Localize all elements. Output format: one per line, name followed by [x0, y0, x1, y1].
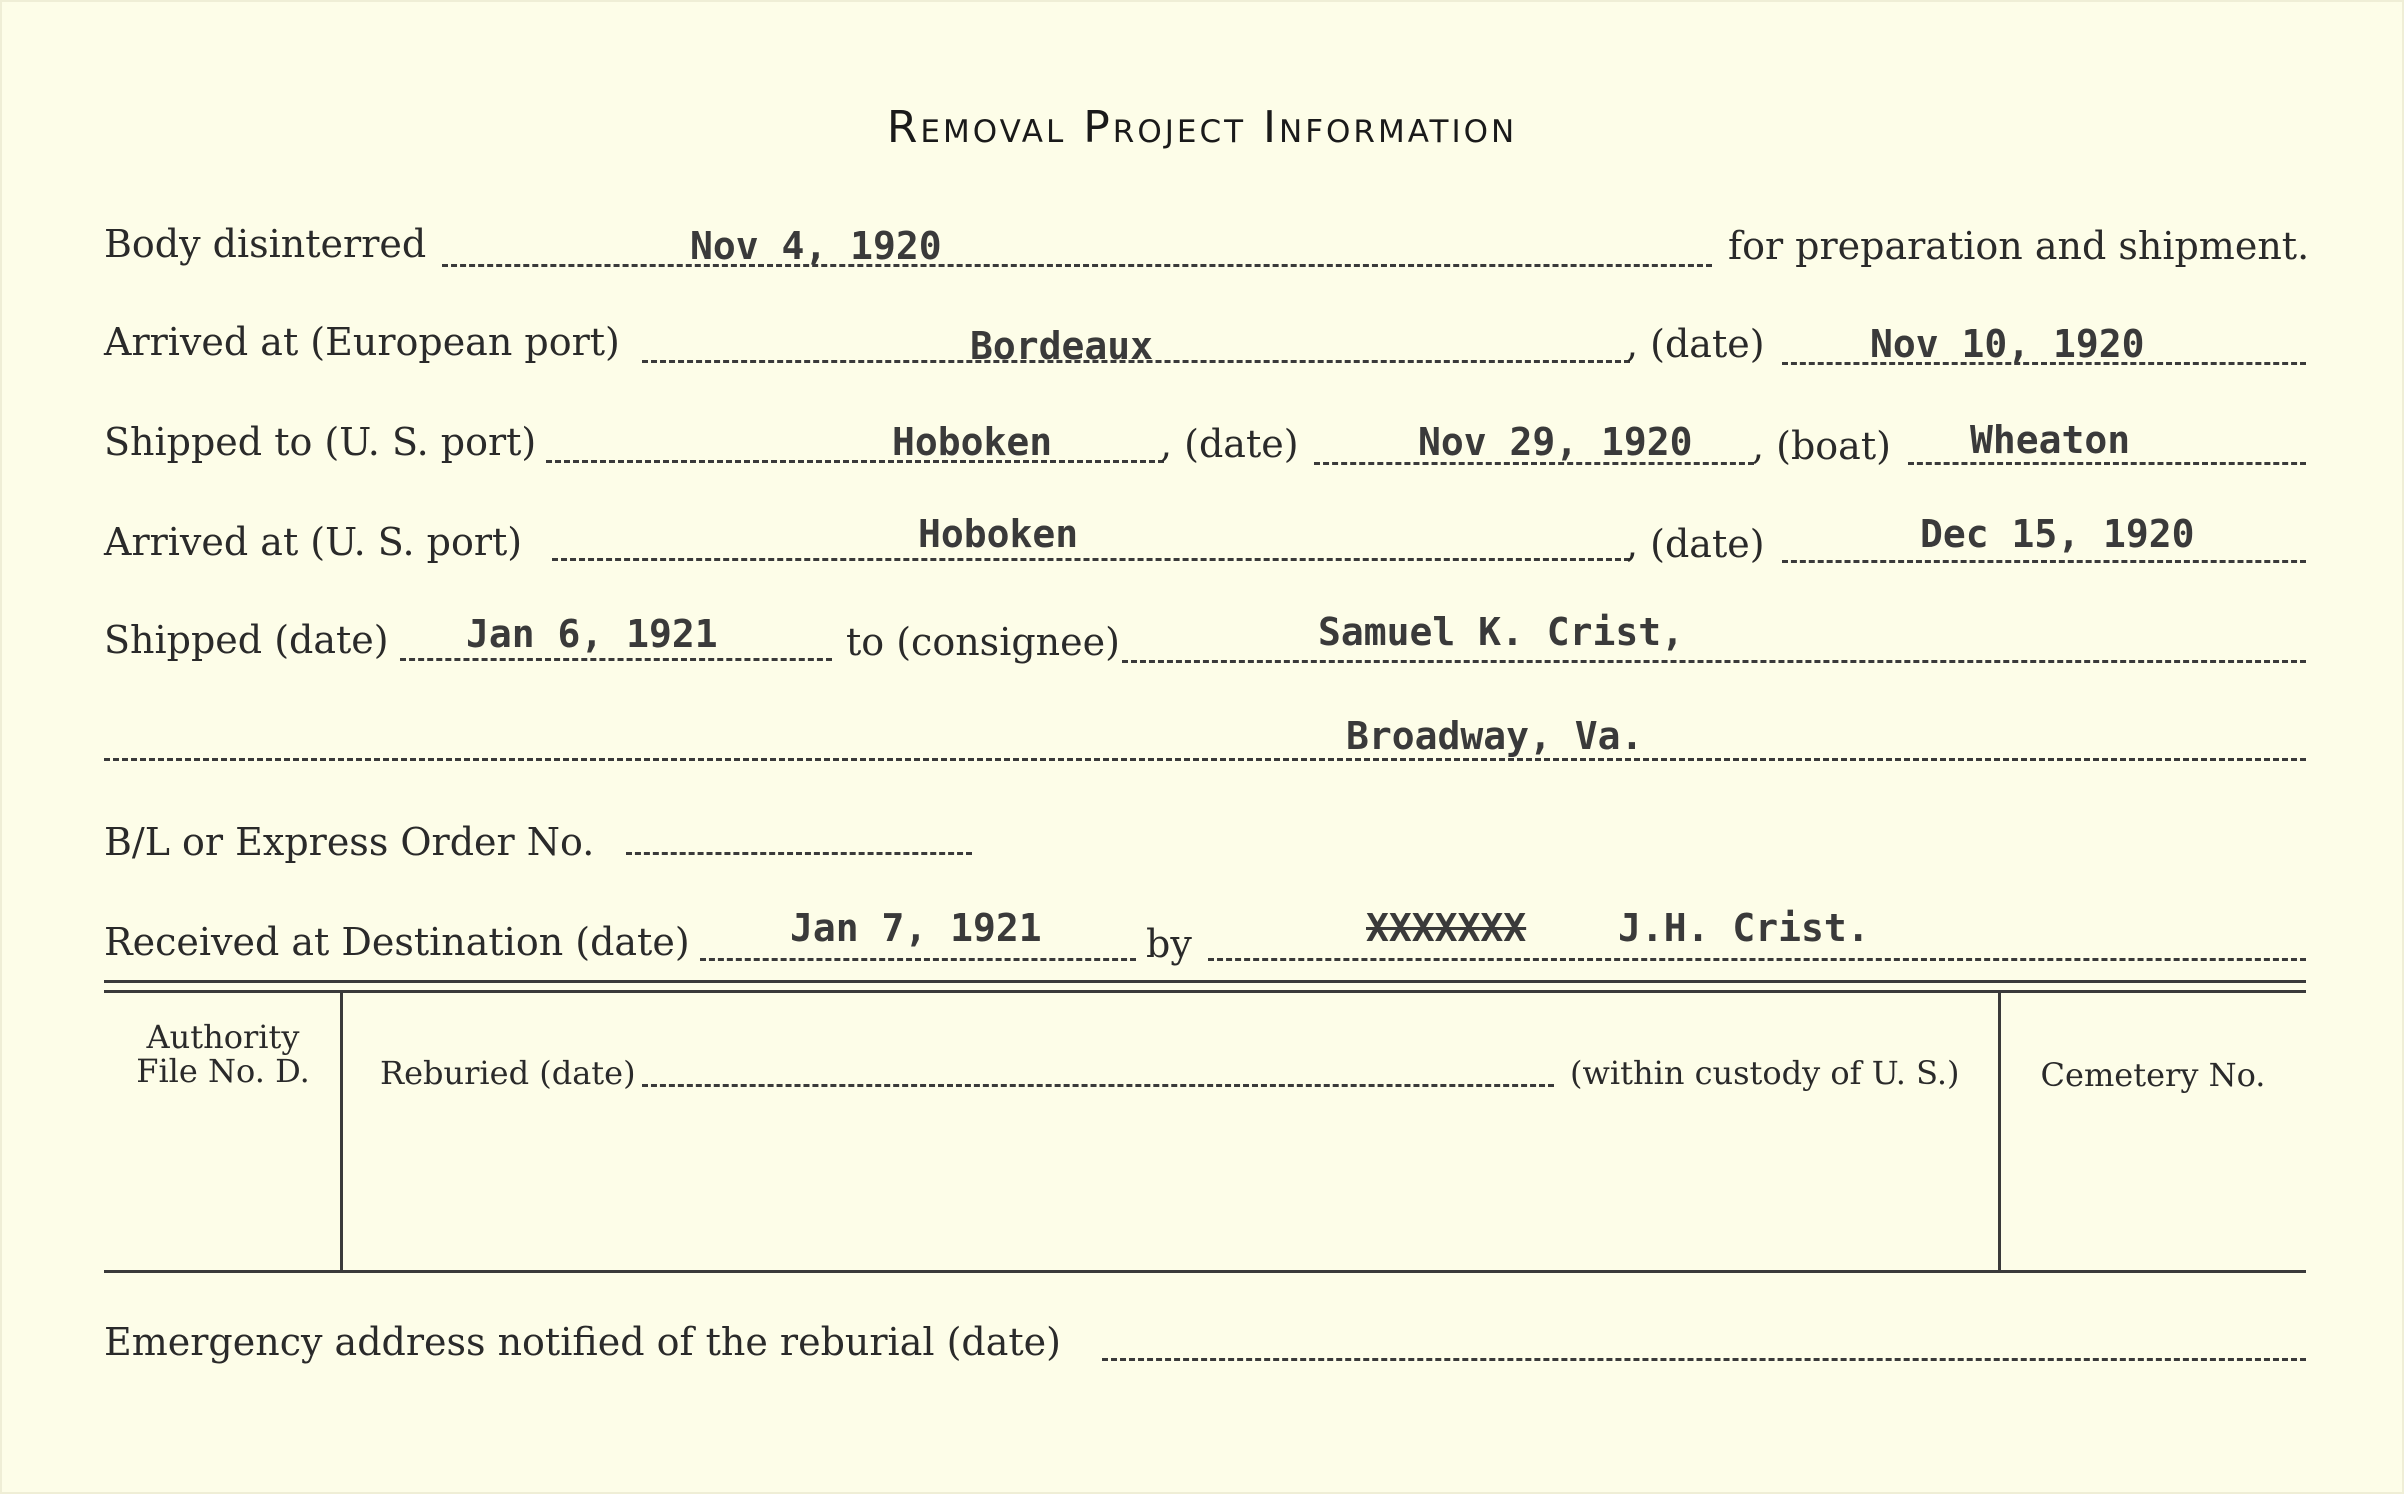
received-by-label: by — [1146, 922, 1192, 966]
shipped-date-line — [400, 658, 832, 661]
form-title: Removal Project Information — [886, 102, 1518, 153]
shipped-us-label: Shipped to (U. S. port) — [104, 420, 537, 464]
emergency-label: Emergency address notified of the reburial (date) — [104, 1320, 1061, 1364]
bl-line — [626, 852, 972, 855]
arrived-european-date-value: Nov 10, 1920 — [1870, 322, 2145, 366]
arrived-us-date-line — [1782, 560, 2306, 563]
received-label: Received at Destination (date) — [104, 920, 690, 964]
received-struck-value: XXXXXXX — [1366, 906, 1527, 950]
cemetery-no-label: Cemetery No. — [2040, 1056, 2266, 1094]
disinterred-line — [442, 264, 1712, 267]
disinterred-suffix: for preparation and shipment. — [1728, 224, 2310, 268]
bl-label: B/L or Express Order No. — [104, 820, 595, 864]
address-value: Broadway, Va. — [1346, 714, 1644, 758]
disinterred-label: Body disinterred — [104, 222, 427, 266]
received-by-line — [1208, 958, 2306, 961]
arrived-us-port-value: Hoboken — [918, 512, 1079, 556]
table-bottom-rule — [104, 1270, 2306, 1273]
table-divider-left — [340, 990, 343, 1270]
table-top-rule-2 — [104, 990, 2306, 993]
address-line — [104, 758, 2306, 761]
table-divider-right — [1998, 990, 2001, 1270]
arrived-us-label: Arrived at (U. S. port) — [104, 520, 523, 564]
authority-label: Authority — [146, 1018, 300, 1056]
consignee-value: Samuel K. Crist, — [1318, 610, 1685, 654]
shipped-us-boat-line — [1908, 462, 2306, 465]
arrived-european-label: Arrived at (European port) — [104, 320, 620, 364]
arrived-european-date-label: , (date) — [1626, 322, 1765, 366]
arrived-us-line — [552, 558, 1630, 561]
disinterred-value: Nov 4, 1920 — [690, 224, 942, 268]
consignee-line — [1122, 660, 2306, 663]
reburied-label: Reburied (date) — [380, 1054, 636, 1092]
received-date-value: Jan 7, 1921 — [790, 906, 1042, 950]
table-top-rule — [104, 980, 2306, 983]
shipped-us-boat-value: Wheaton — [1970, 418, 2131, 462]
shipped-date-value: Jan 6, 1921 — [466, 612, 718, 656]
emergency-line — [1102, 1358, 2306, 1361]
arrived-us-date-label: , (date) — [1626, 522, 1765, 566]
custody-label: (within custody of U. S.) — [1570, 1054, 1960, 1092]
shipped-us-port-value: Hoboken — [892, 420, 1053, 464]
shipped-us-boat-label: , (boat) — [1752, 424, 1891, 468]
reburied-line — [642, 1084, 1554, 1087]
arrived-european-port-value: Bordeaux — [970, 324, 1154, 368]
consignee-label: to (consignee) — [846, 620, 1120, 664]
shipped-date-label: Shipped (date) — [104, 618, 389, 662]
shipped-us-line — [546, 460, 1164, 463]
shipped-us-date-label: , (date) — [1160, 422, 1299, 466]
received-date-line — [700, 958, 1136, 961]
file-no-label: File No. D. — [136, 1052, 310, 1090]
shipped-us-date-value: Nov 29, 1920 — [1418, 420, 1693, 464]
received-by-value: J.H. Crist. — [1618, 906, 1870, 950]
arrived-us-date-value: Dec 15, 1920 — [1920, 512, 2195, 556]
